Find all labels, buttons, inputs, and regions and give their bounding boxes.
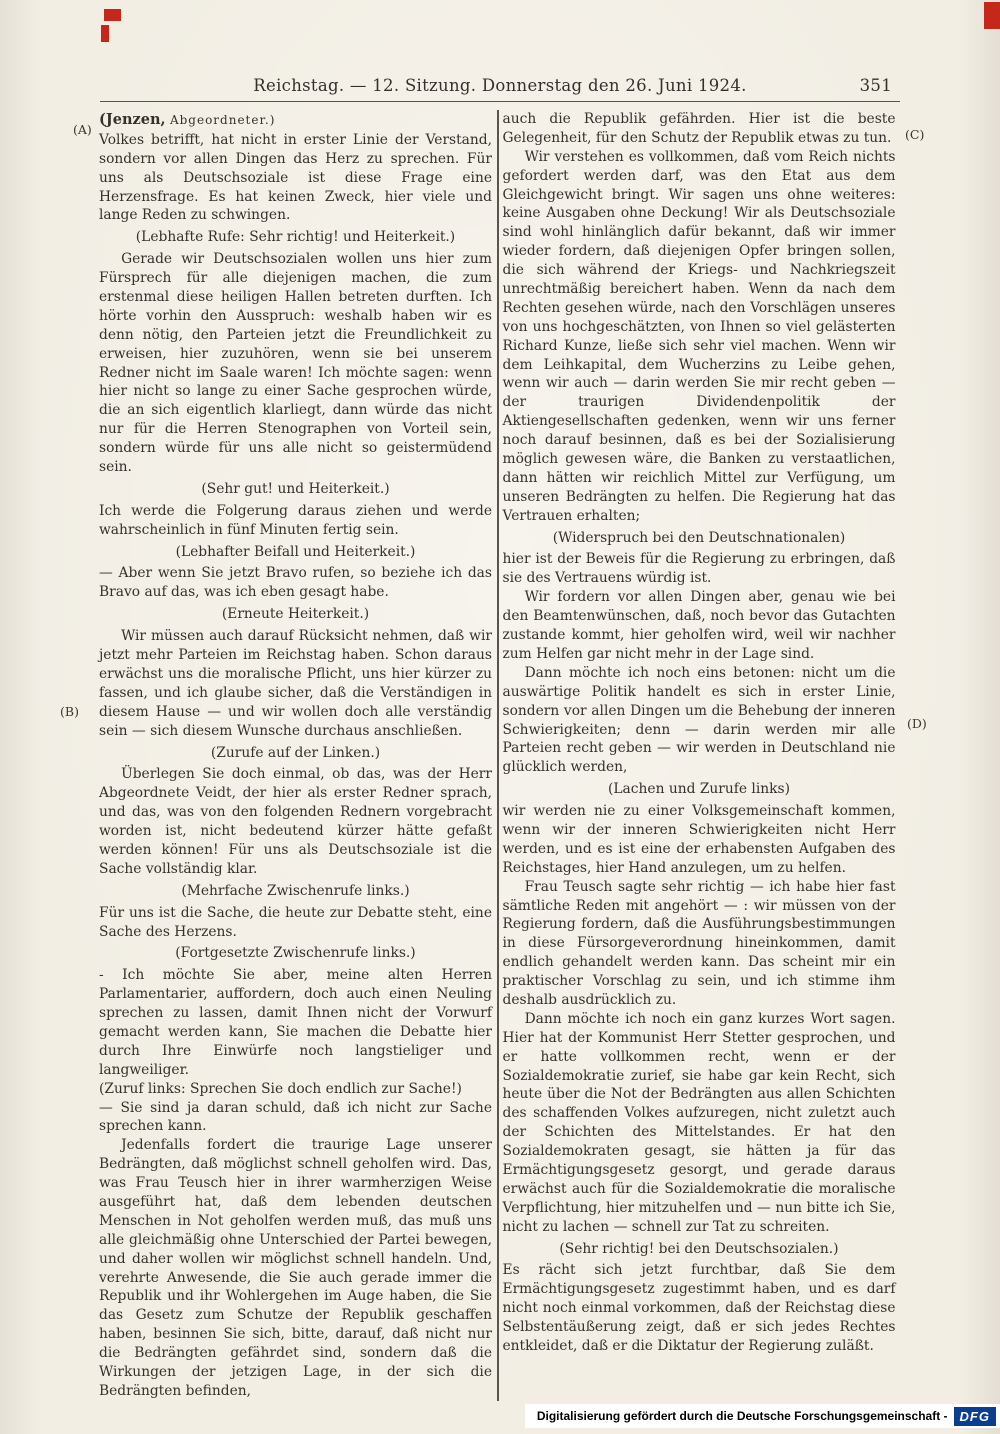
- paragraph: Wir verstehen es vollkommen, daß vom Reich nichts gefordert werden darf, was den Etat aus dem Gleichgewicht bringt. Wir sagen uns ohne weiteres: keine Ausgaben ohne Deckung! Wir als Deutschsoziale sind wohl hinlänglich dafür bekannt, daß wir immer wieder fordern, daß diejenigen Opfer bringen sollen, die sich während der Kriegs- und Nachkriegszeit unrechtmäßig bereichert haben. Wenn da nach dem Rechten gesehen würde, nach den Vorschlägen unseres von uns hochgeschätzten, von Ihnen so viel gelästerten Richard Kunze, ließe sich sehr viel machen. Wenn wir dem Leihkapital, dem Wucherzins zu Leibe gehen, wenn wir auch — darin werden Sie mir recht geben — der traurigen Dividendenpolitik der Aktiengesellschaften gedenken, wenn wir uns ferner noch darauf besinnen, daß es bei der Sozialisierung möglich gewesen wäre, die Banken zu verstaatlichen, dann hätten wir reichlich Mittel zur Verfügung, um unseren Bedrängten zu helfen. Die Regierung hat das Vertrauen erhalten;: [502, 148, 896, 524]
- running-head-title: Reichstag. — 12. Sitzung. Donnerstag den 26. Juni 1924.: [253, 76, 747, 95]
- paragraph: (Zuruf links: Sprechen Sie doch endlich zur Sache!): [99, 1080, 462, 1097]
- speaker-role: Abgeordneter.): [169, 113, 276, 127]
- paragraph: Es rächt sich jetzt furchtbar, daß Sie dem Ermächtigungsgesetz zugestimmt haben, und es darf nicht noch einmal vorkommen, daß der Reichstag diese Selbstentäußerung zeigt, daß er sich jedes Rechtes entkleidet, daß er die Diktatur der Regierung zuläßt.: [502, 1262, 896, 1354]
- left-column: [99, 110, 492, 1401]
- paragraph: Wir müssen auch darauf Rücksicht nehmen, daß wir jetzt mehr Parteien im Reichstag haben. Schon daraus erwächst uns die moralische Pflicht, uns hier kürzer zu fassen, und ich glaube sicher, daß die Verständigen in diesem Hause — und wir wollen doch alle verständig sein — sich diesem Wunsche durchaus anschließen.: [99, 628, 492, 739]
- digitisation-credit-text: Digitalisierung gefördert durch die Deutsche Forschungsgemeinschaft -: [536, 1409, 948, 1423]
- margin-marker-a: (A): [73, 122, 92, 137]
- paragraph: - Ich möchte Sie aber, meine alten Herren Parlamentarier, auffordern, doch auch einen Neuling sprechen zu lassen, damit Ihnen nicht der Vorwurf gemacht werden kann, Sie machen die Debatte hier durch Ihre Einwürfe noch langstieliger und langweiliger.: [99, 967, 492, 1078]
- paragraph: Frau Teusch sagte sehr richtig — ich habe hier fast sämtliche Reden mit angehört — : wir müssen von der Regierung fordern, daß die Ausführungsbestimmungen in diese Fürsorgeverordnung hineinkommen, damit endlich gehandelt werden kann. Das scheint mir ein praktischer Vorschlag zu sein, und ich stimme ihm deshalb ausdrücklich zu.: [502, 878, 896, 1008]
- paragraph: Ich werde die Folgerung daraus ziehen und werde wahrscheinlich in fünf Minuten fertig sein.: [99, 502, 492, 538]
- interjection: (Erneute Heiterkeit.): [221, 606, 370, 623]
- red-scan-mark-top-left-1: [104, 9, 121, 21]
- paragraph: — Sie sind ja daran schuld, daß ich nicht zur Sache sprechen kann.: [99, 1099, 492, 1135]
- margin-marker-c: (C): [905, 127, 925, 142]
- right-column: [503, 110, 896, 1401]
- digitisation-footer: [525, 1404, 1000, 1428]
- paragraph: Jedenfalls fordert die traurige Lage unserer Bedrängten, daß möglichst schnell geholfen wird. Das, was Frau Teusch hier in ihrer warmherzigen Weise ausgeführt hat, daß dem lebenden deutschen Menschen in Not geholfen werden muß, das muß uns alle gleichmäßig ohne Unterschied der Partei bewegen, und daher wollen wir möglichst schnell handeln. Und, verehrte Anwesende, die Sie auch gerade immer die Republik und ihr Wohlergehen im Auge haben, die Sie das Gesetz zum Schutze der Republik geschaffen haben, besinnen Sie sich, bitte, darauf, daß nicht nur die Bedrängten gefährdet sind, sondern daß die Wirkungen der jetzigen Lage, in der sich die Bedrängten befinden,: [99, 1137, 492, 1399]
- red-scan-mark-top-right: [984, 2, 1000, 29]
- paragraph: hier ist der Beweis für die Regierung zu erbringen, daß sie des Vertrauens würdig ist.: [502, 551, 896, 587]
- margin-marker-d: (D): [907, 716, 927, 731]
- speaker-line: [99, 110, 492, 130]
- interjection: (Widerspruch bei den Deutschnationalen): [552, 529, 846, 546]
- right-column-paragraphs: [503, 110, 896, 1356]
- column-divider-rule: [497, 110, 499, 1401]
- header-rule: [100, 101, 900, 102]
- interjection: (Mehrfache Zwischenrufe links.): [181, 882, 410, 899]
- text-columns: [99, 110, 904, 1401]
- paragraph: auch die Republik gefährden. Hier ist die beste Gelegenheit, für den Schutz der Republik etwas zu tun.: [502, 111, 896, 146]
- interjection: (Lebhafte Rufe: Sehr richtig! und Heiterkeit.): [135, 229, 456, 246]
- paragraph: Wir fordern vor allen Dingen aber, genau wie bei den Beamtenwünschen, daß, noch bevor das Gutachten zustande kommt, hier geholfen wird, weil wir nachher zum Helfen gar nicht mehr in der Lage sind.: [502, 589, 896, 662]
- left-column-paragraphs: [99, 131, 492, 1401]
- paragraph: — Aber wenn Sie jetzt Bravo rufen, so beziehe ich das Bravo auf das, was ich eben gesagt habe.: [99, 565, 492, 601]
- page-header: [100, 76, 900, 98]
- page-number: 351: [859, 76, 892, 95]
- interjection: (Fortgesetzte Zwischenrufe links.): [175, 945, 416, 962]
- interjection: (Zurufe auf der Linken.): [210, 744, 381, 761]
- paragraph: Überlegen Sie doch einmal, ob das, was der Herr Abgeordnete Veidt, der hier als erster Redner sprach, und das, was von den folgenden Rednern vorgebracht worden ist, nicht bedeutend kürzer hätte gefaßt werden können! Für uns als Deutschsoziale ist die Sache vollständig klar.: [99, 766, 492, 877]
- paragraph: Dann möchte ich noch eins betonen: nicht um die auswärtige Politik handelt es sich in erster Linie, sondern vor allen Dingen um die Behebung der inneren Schwierigkeiten; denn — darin werden mir alle Parteien recht geben — wir werden in Deutschland nie glücklich werden,: [502, 664, 896, 776]
- paragraph: Für uns ist die Sache, die heute zur Debatte steht, eine Sache des Herzens.: [99, 904, 492, 940]
- paragraph: Volkes betrifft, hat nicht in erster Linie der Verstand, sondern vor allen Dingen das Herz zu sprechen. Für uns als Deutschsoziale ist diese Frage eine Herzensfrage. Es hat keinen Zweck, hier viele und lange Reden zu schwingen.: [99, 131, 492, 224]
- interjection: (Sehr richtig! bei den Deutschsozialen.): [559, 1240, 839, 1257]
- speaker-name: (Jenzen,: [99, 111, 166, 128]
- interjection: (Lachen und Zurufe links): [608, 781, 790, 798]
- paragraph: Dann möchte ich noch ein ganz kurzes Wort sagen. Hier hat der Kommunist Herr Stetter gesprochen, und er hatte vollkommen recht, wenn er der Sozialdemokratie zurief, sie habe gar kein Recht, sich heute über die Not der Bedrängten aus allen Schichten des schaffenden Volkes aufzuregen, nicht zuletzt auch der Schichten des Mittelstandes. Er hat den Sozialdemokraten gesagt, sie hätten ja für das Ermächtigungsgesetz gesorgt, und gerade daraus erwächst auch für die Sozialdemokratie die moralische Verpflichtung, hier mitzuhelfen und — nun bitte ich Sie, nicht zu lachen — schnell zur Tat zu schreiten.: [502, 1010, 896, 1235]
- dfg-logo: DFG: [954, 1407, 996, 1426]
- red-scan-mark-top-left-2: [101, 25, 109, 42]
- interjection: (Lebhafter Beifall und Heiterkeit.): [175, 543, 416, 560]
- margin-marker-b: (B): [60, 704, 79, 719]
- paragraph: Gerade wir Deutschsozialen wollen uns hier zum Fürsprech für alle diejenigen machen, die zum erstenmal diese heiligen Hallen betreten durften. Ich hörte vorhin den Ausspruch: weshalb haben wir es denn nötig, den Parteien jetzt die Freundlichkeit zu erweisen, hier zuzuhören, wenn sie bei unserem Redner nicht im Saale waren! Ich möchte sagen: wenn hier nicht so lange zu einer Sache gesprochen würde, die an sich eigentlich klarliegt, dann würde das nicht nur für die Herren Stenographen von Vorteil sein, sondern würde für uns alle nicht so geistermüdend sein.: [99, 251, 492, 476]
- interjection: (Sehr gut! und Heiterkeit.): [201, 480, 390, 497]
- paragraph: wir werden nie zu einer Volksgemeinschaft kommen, wenn wir der inneren Schwierigkeiten nicht Herr werden, und es ist eine der erhabensten Aufgaben des Reichstages, hier Hand anzulegen, um zu helfen.: [502, 803, 896, 876]
